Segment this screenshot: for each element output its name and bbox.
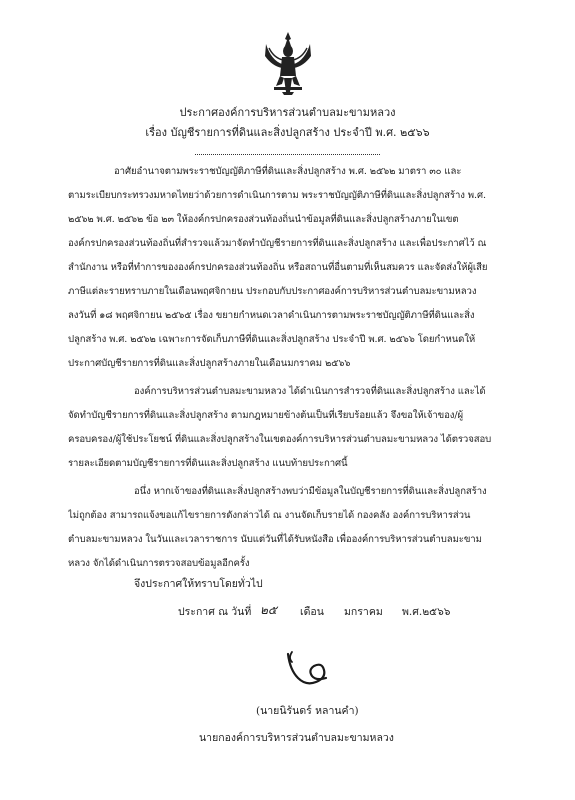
garuda-emblem-icon (262, 30, 314, 96)
text-line: ตำบลมะขามหลวง ในวันและเวลาราชการ นับแต่วันที่ได้รับหนังสือ เพื่อองค์การบริหารส่วนตำบลมะขาม (68, 534, 482, 545)
text-line: องค์กรปกครองส่วนท้องถิ่นที่สำรวจแล้วมาจัดทำบัญชีรายการที่ดินและสิ่งปลูกสร้าง และเพื่อประกาศไว้ ณ (68, 238, 487, 249)
text-line: สำนักงาน หรือที่ทำการขององค์กรปกครองส่วนท้องถิ่น หรือสถานที่อื่นตามที่เห็นสมควร และจัดส่งให้ผู้เสีย (68, 262, 488, 273)
paragraph-survey (68, 380, 536, 476)
text-line: ไม่ถูกต้อง สามารถแจ้งขอแก้ไขรายการดังกล่าวได้ ณ งานจัดเก็บรายได้ กองคลัง องค์การบริหารส่วน (68, 510, 471, 521)
month-label: เดือน (300, 606, 324, 618)
text-line: ประกาศบัญชีรายการที่ดินและสิ่งปลูกสร้างภายในเดือนมกราคม ๒๕๖๖ (68, 358, 351, 369)
text-line: อนึ่ง หากเจ้าของที่ดินและสิ่งปลูกสร้างพบว่ามีข้อมูลในบัญชีรายการที่ดินและสิ่งปลูกสร้าง (134, 486, 487, 497)
text-line: จัดทำบัญชีรายการที่ดินและสิ่งปลูกสร้าง ตามกฎหมายข้างต้นเป็นที่เรียบร้อยแล้ว จึงขอให้เจ้าของ/ผู้ (68, 410, 463, 421)
text-line: ปลูกสร้าง พ.ศ. ๒๕๖๒ เฉพาะการจัดเก็บภาษีที่ดินและสิ่งปลูกสร้าง ประจำปี พ.ศ. ๒๕๖๖ โดยกำหนดให้ (68, 334, 476, 345)
text-line: อาศัยอำนาจตามพระราชบัญญัติภาษีที่ดินและสิ่งปลูกสร้าง พ.ศ. ๒๕๖๒ มาตรา ๓๐ และ (114, 166, 462, 177)
text-line: รายละเอียดตามบัญชีรายการที่ดินและสิ่งปลูกสร้าง แนบท้ายประกาศนี้ (68, 458, 348, 469)
announce-prefix: ประกาศ ณ วันที่ (178, 606, 252, 618)
signer-title: นายกองค์การบริหารส่วนตำบลมะขามหลวง (199, 732, 394, 744)
announce-year: พ.ศ.๒๕๖๖ (402, 606, 451, 618)
text-line: ภาษีแต่ละรายทราบภายในเดือนพฤศจิกายน ประกอบกับประกาศองค์การบริหารส่วนตำบลมะขามหลวง (68, 286, 477, 297)
handwritten-signature (280, 648, 340, 692)
org-title: ประกาศองค์การบริหารส่วนตำบลมะขามหลวง (179, 106, 396, 119)
text-line: หลวง จักได้ดำเนินการตรวจสอบข้อมูลอีกครั้ง (68, 558, 250, 569)
text-line: ตามระเบียบกระทรวงมหาดไทยว่าด้วยการดำเนินการตาม พระราชบัญญัติภาษีที่ดินและสิ่งปลูกสร้าง พ.ศ. (68, 190, 486, 201)
paragraph-correction (68, 480, 536, 576)
closing-statement: จึงประกาศให้ทราบโดยทั่วไป (134, 578, 263, 590)
paragraph-authority (68, 160, 536, 376)
text-line: ครอบครอง/ผู้ใช้ประโยชน์ ที่ดินและสิ่งปลูกสร้างในเขตองค์การบริหารส่วนตำบลมะขามหลวง ได้ตรวจสอบ (68, 434, 492, 445)
announce-month: มกราคม (344, 606, 383, 618)
text-line: องค์การบริหารส่วนตำบลมะขามหลวง ได้ดำเนินการสำรวจที่ดินและสิ่งปลูกสร้าง และได้ (134, 386, 486, 397)
signer-name: (นายนิรันดร์ หลานคำ) (256, 705, 359, 717)
subject-title: เรื่อง บัญชีรายการที่ดินและสิ่งปลูกสร้าง ประจำปี พ.ศ. ๒๕๖๖ (145, 126, 430, 139)
text-line: ลงวันที่ ๑๘ พฤศจิกายน ๒๕๖๕ เรื่อง ขยายกำหนดเวลาดำเนินการตามพระราชบัญญัติภาษีที่ดินและสิ่ง (68, 310, 475, 321)
text-line: ๒๕๖๒ พ.ศ. ๒๕๖๒ ข้อ ๒๓ ให้องค์กรปกครองส่วนท้องถิ่นนำข้อมูลที่ดินและสิ่งปลูกสร้างภายในเขต (68, 214, 459, 225)
announce-day: ๒๕ (260, 603, 277, 617)
dotted-divider (195, 153, 380, 155)
